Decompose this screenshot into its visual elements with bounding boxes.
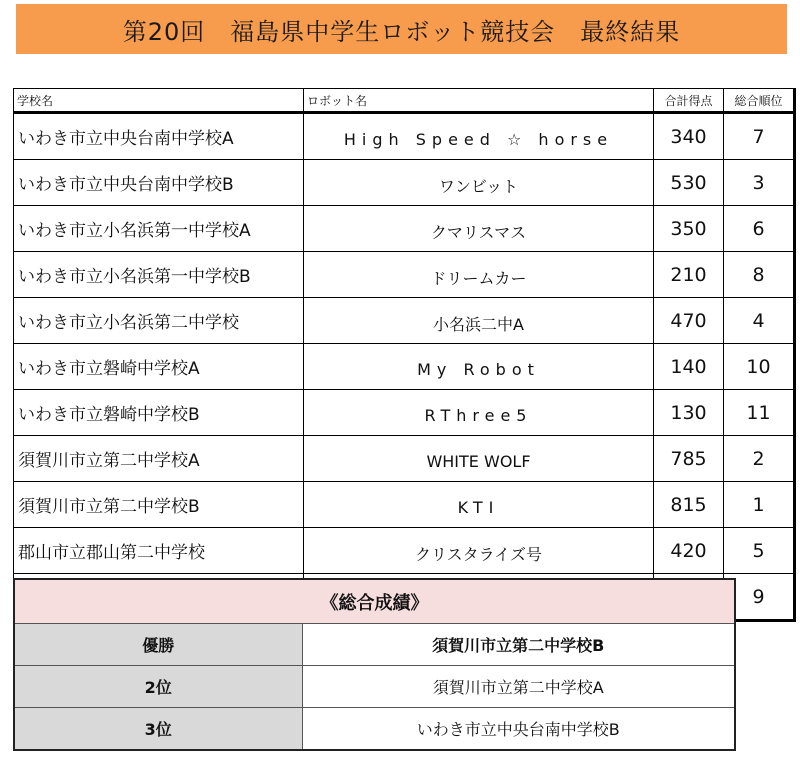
score-cell: 340 [654,113,724,160]
score-cell: 130 [654,390,724,436]
table-row [14,160,795,206]
rank-cell: 8 [724,252,795,298]
rank-cell: 1 [724,482,795,528]
score-cell: 420 [654,528,724,574]
rank-cell: 5 [724,528,795,574]
placement-label: 2位 [14,666,302,708]
table-row [14,436,795,482]
table-row [14,113,795,160]
placement-school: いわき市立中央台南中学校B [302,708,735,751]
title-banner [16,4,787,54]
score-cell: 350 [654,206,724,252]
table-row [14,482,795,528]
school-cell: いわき市立小名浜第二中学校 [14,298,304,344]
robot-cell: ドリームカー [304,252,654,298]
school-cell: いわき市立磐崎中学校B [14,390,304,436]
placement-school: 須賀川市立第二中学校A [302,666,735,708]
rank-cell: 6 [724,206,795,252]
table-row [14,390,795,436]
robot-cell: クリスタライズ号 [304,528,654,574]
score-cell: 210 [654,252,724,298]
rank-cell: 10 [724,344,795,390]
table-row [14,252,795,298]
table-row [14,298,795,344]
placement-school: 須賀川市立第二中学校B [302,624,735,666]
table-row [14,344,795,390]
robot-cell: My Robot [304,344,654,390]
placement-label: 3位 [14,708,302,751]
robot-cell: WHITE WOLF [304,436,654,482]
overall-results-header-row [14,579,735,624]
robot-cell: クマリスマス [304,206,654,252]
school-cell: いわき市立小名浜第一中学校B [14,252,304,298]
header-score: 合計得点 [654,89,724,113]
overall-results-heading: 《総合成績》 [14,579,735,624]
overall-results-table [13,578,736,751]
table-row [14,528,795,574]
rank-cell: 3 [724,160,795,206]
overall-row-third [14,708,735,751]
score-cell: 140 [654,344,724,390]
school-cell: いわき市立中央台南中学校A [14,113,304,160]
header-robot: ロボット名 [304,89,654,113]
overall-row-winner [14,624,735,666]
school-cell: いわき市立中央台南中学校B [14,160,304,206]
header-rank: 総合順位 [724,89,795,113]
score-cell: 785 [654,436,724,482]
rank-cell: 9 [724,574,795,621]
robot-cell: 小名浜二中A [304,298,654,344]
score-cell: 815 [654,482,724,528]
results-table [13,88,796,622]
school-cell: いわき市立小名浜第一中学校A [14,206,304,252]
results-header-row [14,89,795,113]
placement-label: 優勝 [14,624,302,666]
score-cell: 470 [654,298,724,344]
rank-cell: 2 [724,436,795,482]
page-title: 第20回 福島県中学生ロボット競技会 最終結果 [122,17,681,46]
school-cell: 須賀川市立第二中学校A [14,436,304,482]
header-school: 学校名 [14,89,304,113]
robot-cell: High Speed ☆ horse [304,113,654,160]
rank-cell: 7 [724,113,795,160]
overall-row-second [14,666,735,708]
rank-cell: 4 [724,298,795,344]
robot-cell: ワンビット [304,160,654,206]
rank-cell: 11 [724,390,795,436]
robot-cell: RThree5 [304,390,654,436]
table-row [14,206,795,252]
school-cell: いわき市立磐崎中学校A [14,344,304,390]
school-cell: 須賀川市立第二中学校B [14,482,304,528]
school-cell: 郡山市立郡山第二中学校 [14,528,304,574]
robot-cell: KTI [304,482,654,528]
score-cell: 530 [654,160,724,206]
